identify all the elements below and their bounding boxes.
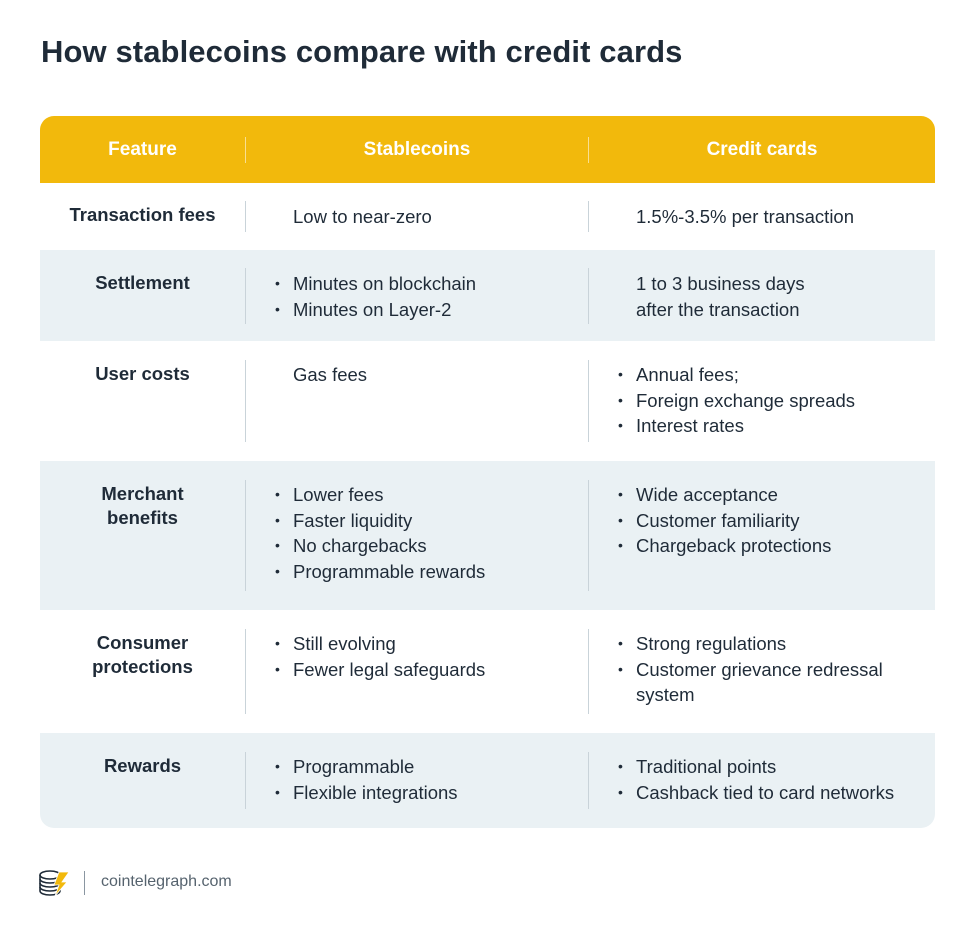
column-divider xyxy=(588,360,589,442)
column-divider xyxy=(245,360,246,442)
row-feature-label: Transaction fees xyxy=(69,204,216,225)
stablecoins-cell xyxy=(275,754,458,805)
page-title: How stablecoins compare with credit cards xyxy=(41,34,683,69)
credit-cards-cell: 1.5%-3.5% per transaction xyxy=(636,206,855,227)
header-credit-cards: Credit cards xyxy=(706,139,818,160)
row-feature-label xyxy=(40,482,245,530)
list-item: • Faster liquidity xyxy=(275,508,485,534)
stablecoins-cell: Gas fees xyxy=(293,364,368,385)
row-feature-label xyxy=(40,631,245,679)
feature-line: benefits xyxy=(107,507,178,528)
credit-cards-cell xyxy=(618,482,831,559)
footer-site-name: cointelegraph.com xyxy=(101,873,232,890)
list-item: • Customer grievance redressal system xyxy=(618,657,908,708)
credit-cards-cell xyxy=(618,362,855,439)
column-divider xyxy=(245,752,246,809)
list-item: • Minutes on Layer-2 xyxy=(275,297,476,323)
stablecoins-cell xyxy=(275,271,476,322)
column-divider xyxy=(588,480,589,591)
column-divider xyxy=(245,480,246,591)
list-item: • Lower fees xyxy=(275,482,485,508)
list-item: • Interest rates xyxy=(618,413,855,439)
list-item: • Chargeback protections xyxy=(618,533,831,559)
header-feature: Feature xyxy=(108,139,177,160)
table-row xyxy=(40,461,935,610)
list-item: • No chargebacks xyxy=(275,533,485,559)
row-feature-label: Settlement xyxy=(95,272,190,293)
list-item: • Programmable xyxy=(275,754,458,780)
stablecoins-cell: Low to near-zero xyxy=(293,206,432,227)
list-item: • Wide acceptance xyxy=(618,482,831,508)
row-feature-label: User costs xyxy=(95,363,190,384)
column-divider xyxy=(588,201,589,232)
credit-cards-cell xyxy=(618,631,908,708)
cell-line: after the transaction xyxy=(636,298,800,320)
comparison-table xyxy=(40,116,935,828)
credit-cards-cell xyxy=(618,754,894,805)
stablecoins-cell xyxy=(275,631,485,682)
cell-line: 1 to 3 business days xyxy=(636,273,805,294)
header-stablecoins: Stablecoins xyxy=(363,139,471,160)
list-item: • Traditional points xyxy=(618,754,894,780)
credit-cards-cell xyxy=(636,271,805,322)
table-row xyxy=(40,183,935,250)
list-item: • Fewer legal safeguards xyxy=(275,657,485,683)
table-row xyxy=(40,250,935,341)
column-divider xyxy=(245,629,246,714)
list-item: • Cashback tied to card networks xyxy=(618,780,894,806)
stablecoins-cell xyxy=(275,482,485,584)
column-divider xyxy=(245,268,246,324)
list-item: • Minutes on blockchain xyxy=(275,271,476,297)
list-item: • Foreign exchange spreads xyxy=(618,388,855,414)
table-row xyxy=(40,341,935,461)
column-divider xyxy=(588,629,589,714)
column-divider xyxy=(245,201,246,232)
feature-line: Merchant xyxy=(101,483,184,504)
list-item: • Strong regulations xyxy=(618,631,908,657)
column-divider xyxy=(588,268,589,324)
feature-line: Consumer xyxy=(96,632,189,653)
list-item: • Flexible integrations xyxy=(275,780,458,806)
list-item: • Still evolving xyxy=(275,631,485,657)
feature-line: protections xyxy=(92,656,193,677)
row-feature-label: Rewards xyxy=(103,755,182,776)
cointelegraph-logo-icon xyxy=(38,868,70,898)
list-item: • Customer familiarity xyxy=(618,508,831,534)
list-item: • Programmable rewards xyxy=(275,559,485,585)
table-row xyxy=(40,610,935,733)
column-divider xyxy=(588,752,589,809)
table-header xyxy=(40,116,935,183)
footer-divider xyxy=(84,871,85,895)
list-item: • Annual fees; xyxy=(618,362,855,388)
table-row xyxy=(40,733,935,828)
